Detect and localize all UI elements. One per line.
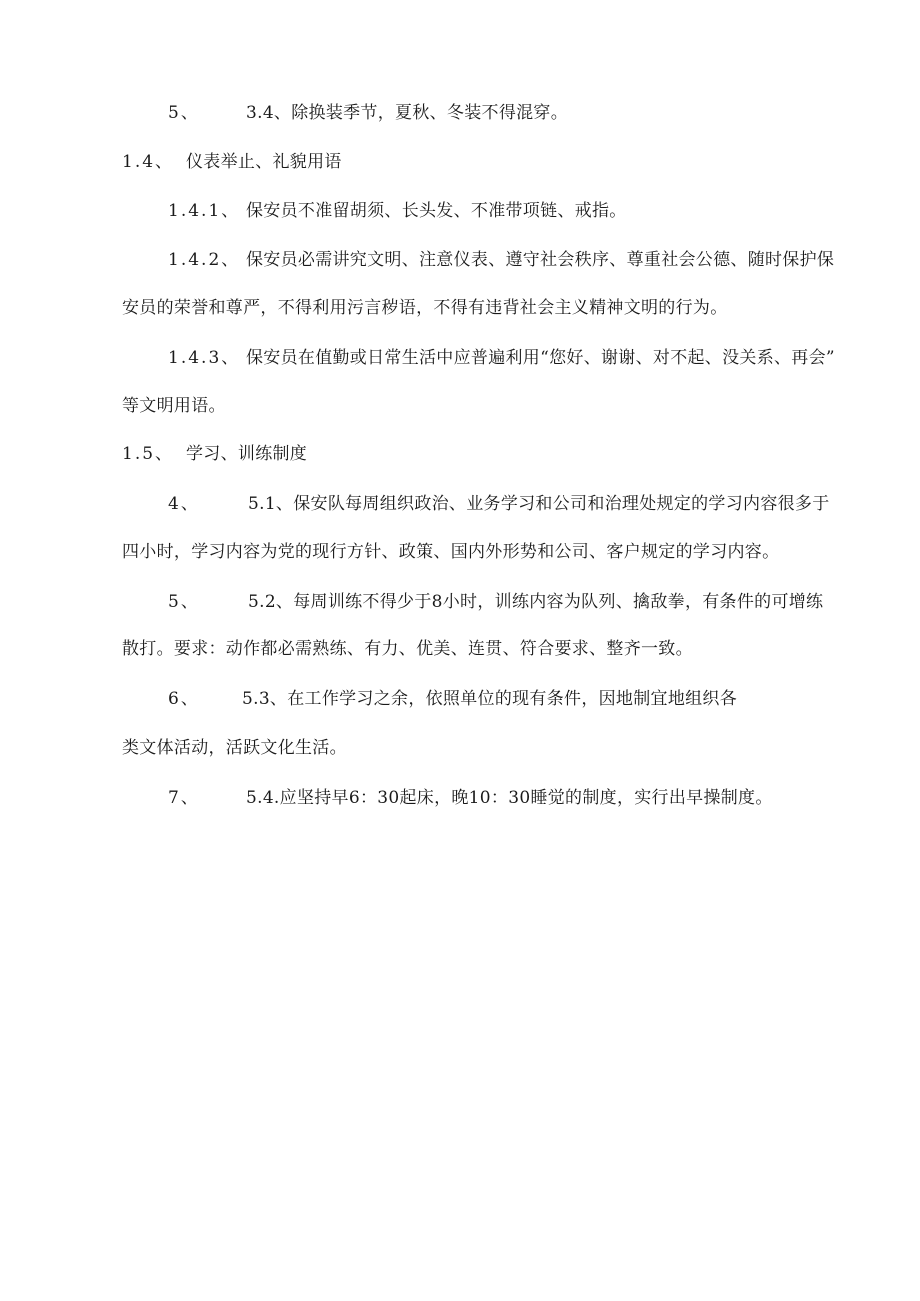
- paragraph-text: 保安员必需讲究文明、注意仪表、遵守社会秩序、尊重社会公德、随时保护保: [246, 250, 835, 270]
- paragraph-text: 等文明用语。: [122, 396, 226, 416]
- section-number: 1.5、: [122, 444, 175, 464]
- paragraph-text: 5.3、在工作学习之余，依照单位的现有条件，因地制宜地组织各: [242, 689, 738, 709]
- list-number: 4、: [168, 494, 200, 514]
- list-number: 5、: [168, 592, 200, 612]
- paragraph-text: 5.2、每周训练不得少于8小时，训练内容为队列、擒敌拳，有条件的可增练: [248, 592, 824, 612]
- list-number: 7、: [168, 788, 200, 808]
- paragraph-text: 5.1、保安队每周组织政治、业务学习和公司和治理处规定的学习内容很多于: [248, 494, 830, 514]
- paragraph-text: 5.4.应坚持早6：30起床，晚10：30睡觉的制度，实行出早操制度。: [246, 788, 773, 808]
- paragraph-text: 3.4、除换装季节，夏秋、冬装不得混穿。: [246, 103, 569, 123]
- list-number: 1.4.2、: [168, 250, 241, 270]
- section-title: 仪表举止、礼貌用语: [186, 152, 342, 172]
- list-number: 5、: [168, 103, 200, 123]
- section-number: 1.4、: [122, 152, 175, 172]
- paragraph-text: 四小时，学习内容为党的现行方针、政策、国内外形势和公司、客户规定的学习内容。: [122, 542, 780, 562]
- paragraph-text: 保安员不准留胡须、长头发、不准带项链、戒指。: [246, 201, 627, 221]
- list-number: 1.4.1、: [168, 201, 241, 221]
- paragraph-text: 散打。要求：动作都必需熟练、有力、优美、连贯、符合要求、整齐一致。: [122, 639, 693, 659]
- paragraph-text: 安员的荣誉和尊严，不得利用污言秽语，不得有违背社会主义精神文明的行为。: [122, 298, 728, 318]
- paragraph-text: 保安员在值勤或日常生活中应普遍利用“您好、谢谢、对不起、没关系、再会”: [246, 348, 835, 368]
- list-number: 1.4.3、: [168, 348, 241, 368]
- section-title: 学习、训练制度: [186, 444, 308, 464]
- paragraph-text: 类文体活动，活跃文化生活。: [122, 738, 347, 758]
- list-number: 6、: [168, 689, 200, 709]
